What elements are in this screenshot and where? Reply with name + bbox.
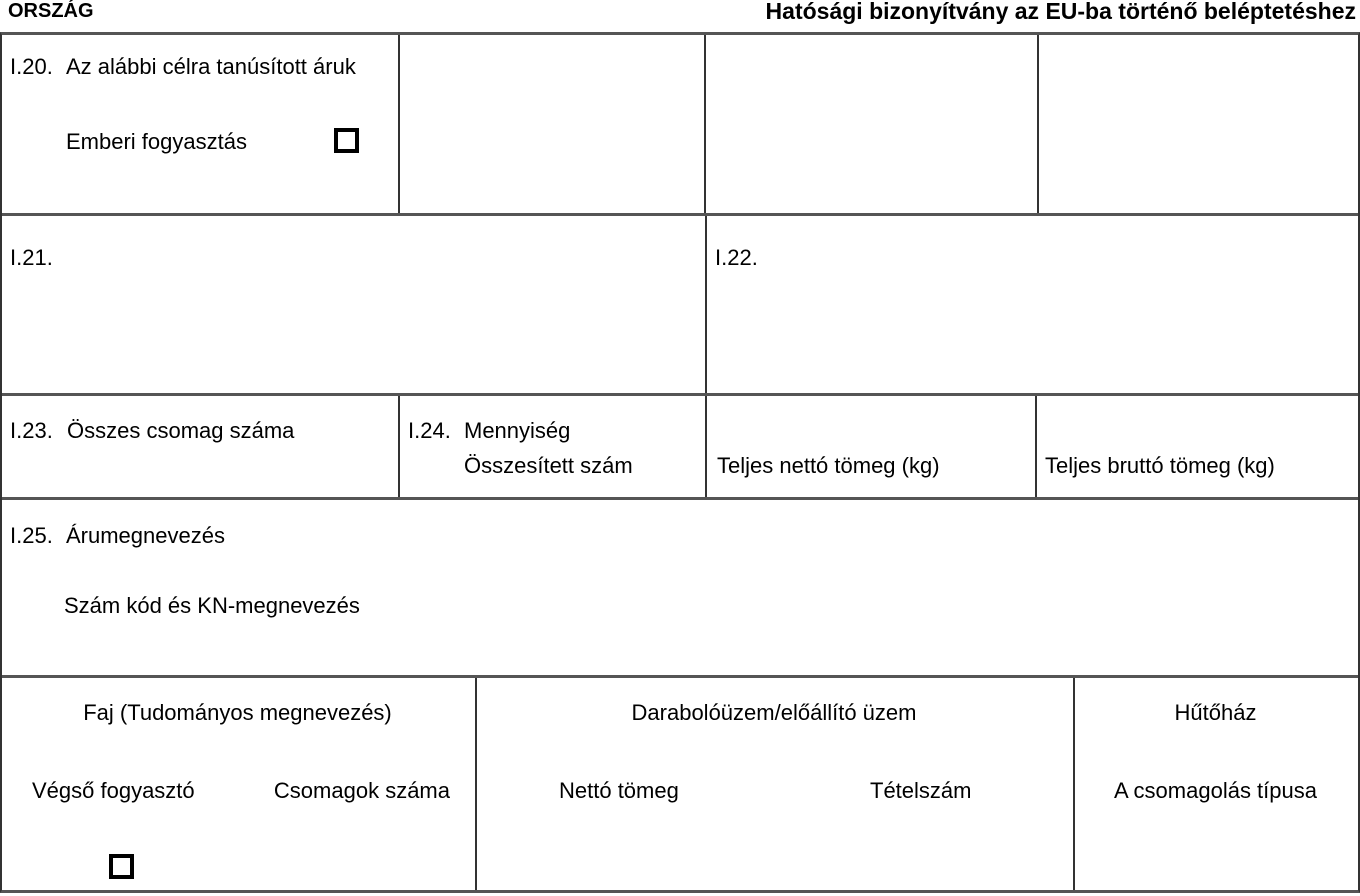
- gross-weight-total-label: Teljes bruttó tömeg (kg): [1045, 453, 1275, 478]
- field-label-i25: Árumegnevezés: [66, 523, 225, 548]
- net-weight-label: Nettó tömeg: [559, 778, 679, 803]
- cell-i22: [707, 216, 1358, 393]
- final-consumer-label: Végső fogyasztó: [32, 778, 195, 803]
- certificate-table: [0, 32, 1360, 893]
- field-number-i25: I.25.: [10, 523, 53, 548]
- cell-i20: [2, 35, 400, 213]
- row-i20: [2, 35, 1358, 216]
- cell-cold-store: [1075, 678, 1358, 890]
- field-number-i24: I.24.: [408, 418, 451, 443]
- cell-i20-blank-1: [400, 35, 706, 213]
- human-consumption-checkbox[interactable]: [334, 128, 359, 153]
- field-number-i20: I.20.: [10, 54, 53, 79]
- field-number-i22: I.22.: [715, 245, 758, 270]
- cell-i24: [400, 396, 707, 497]
- cell-i20-blank-2: [706, 35, 1039, 213]
- row-i21-i22: [2, 216, 1358, 396]
- row-i25: [2, 500, 1358, 678]
- final-consumer-checkbox[interactable]: [109, 854, 134, 879]
- field-sublabel-i24: Összesített szám: [464, 453, 633, 478]
- packaging-type-label: A csomagolás típusa: [1113, 778, 1317, 803]
- cell-i23: [2, 396, 400, 497]
- cell-i21: [2, 216, 707, 393]
- human-consumption-label: Emberi fogyasztás: [66, 129, 247, 154]
- field-number-i23: I.23.: [10, 418, 53, 443]
- species-label: Faj (Tudományos megnevezés): [83, 700, 392, 725]
- field-sublabel-i25: Szám kód és KN-megnevezés: [64, 593, 360, 618]
- cell-net-weight-total: [707, 396, 1037, 497]
- cutting-plant-label: Darabolóüzem/előállító üzem: [631, 700, 917, 725]
- page-title: Hatósági bizonyítvány az EU-ba történő beléptetéshez: [765, 0, 1356, 24]
- net-weight-total-label: Teljes nettó tömeg (kg): [717, 453, 940, 478]
- cell-i20-blank-3: [1039, 35, 1358, 213]
- cell-plant: [477, 678, 1075, 890]
- packages-count-label: Csomagok száma: [273, 778, 450, 803]
- row-i23-i24: [2, 396, 1358, 500]
- field-label-i20: Az alábbi célra tanúsított áruk: [66, 54, 356, 79]
- cell-i25: [2, 500, 1358, 675]
- cell-species: [2, 678, 477, 890]
- row-details: [2, 678, 1358, 890]
- cold-store-label: Hűtőház: [1174, 700, 1257, 725]
- batch-number-label: Tételszám: [870, 778, 972, 803]
- country-label: ORSZÁG: [8, 0, 94, 22]
- cell-gross-weight-total: [1037, 396, 1358, 497]
- field-number-i21: I.21.: [10, 245, 53, 270]
- field-label-i23: Összes csomag száma: [67, 418, 295, 443]
- field-label-i24: Mennyiség: [464, 418, 571, 443]
